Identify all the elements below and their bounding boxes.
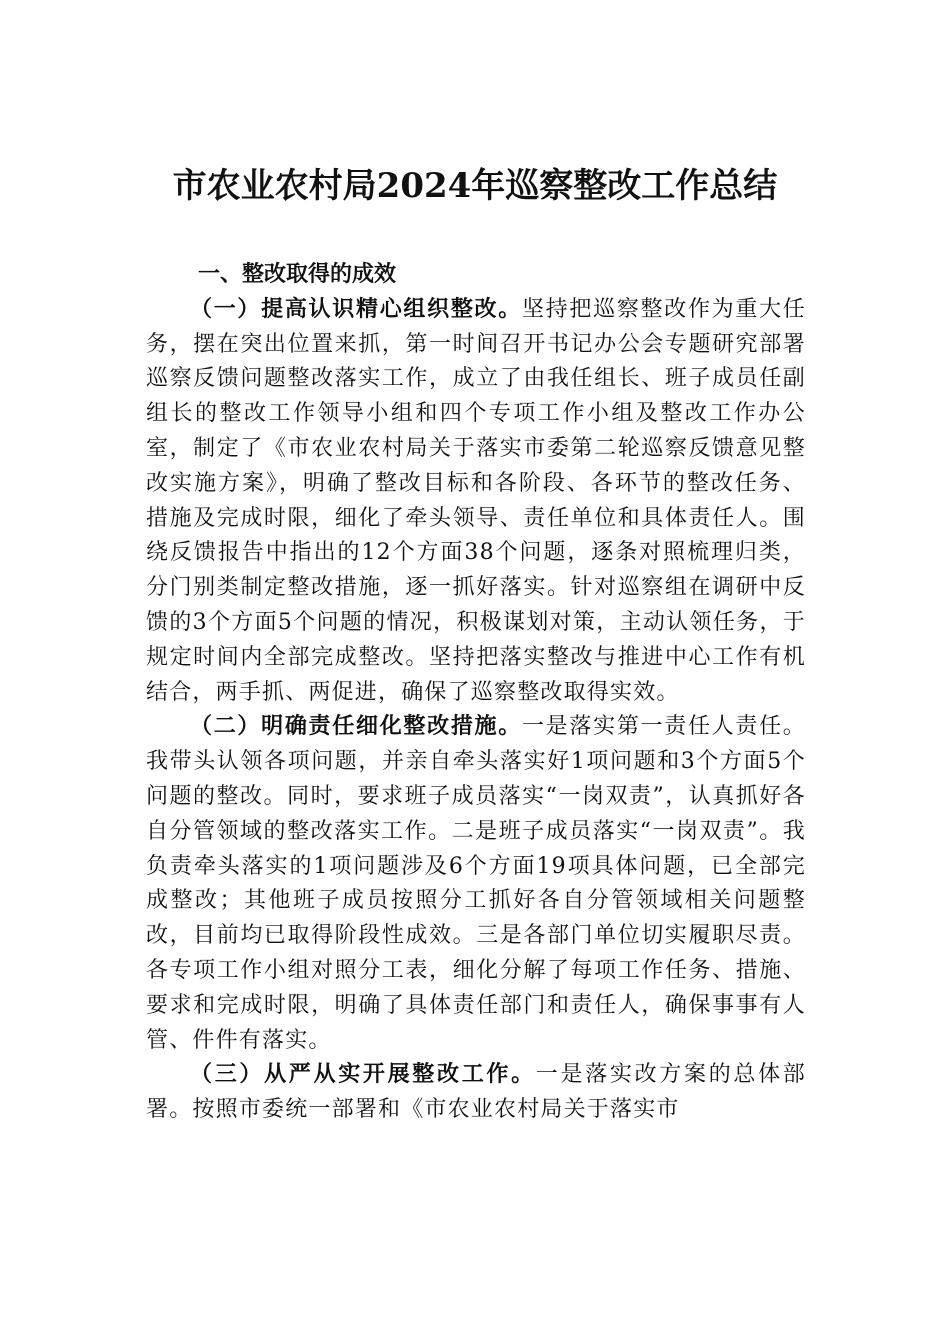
paragraph-2	[146, 710, 806, 1058]
document-body	[146, 258, 806, 1128]
paragraph-1-body: 坚持把巡察整改作为重大任务，摆在突出位置来抓，第一时间召开书记办公会专题研究部署巡察反馈问题整改落实工作，成立了由我任组长、班子成员任副组长的整改工作领导小组和四个专项工作小组及整改工作办公室，制定了《市农业农村局关于落实市委第二轮巡察反馈意见整改实施方案》，明确了整改目标和各阶段、各环节的整改任务、措施及完成时限，细化了牵头领导、责任单位和具体责任人。围绕反馈报告中指出的12个方面38个问题，逐条对照梳理归类，分门别类制定整改措施，逐一抓好落实。针对巡察组在调研中反馈的3个方面5个问题的情况，积极谋划对策，主动认领任务，于规定时间内全部完成整改。坚持把落实整改与推进中心工作有机结合，两手抓、两促进，确保了巡察整改取得实效。	[146, 296, 806, 705]
paragraph-2-lead: （二）明确责任细化整改措施。	[190, 714, 522, 740]
paragraph-3-lead: （三）从严从实开展整改工作。	[190, 1062, 536, 1088]
paragraph-3-body: 一是落实改方案的总体部署。按照市委统一部署和《市农业农村局关于落实市	[146, 1062, 806, 1123]
section-heading: 一、整改取得的成效	[198, 262, 397, 287]
paragraph-3	[146, 1058, 806, 1128]
paragraph-2-body: 一是落实第一责任人责任。我带头认领各项问题，并亲自牵头落实好1项问题和3个方面5个问题的整改。同时，要求班子成员落实“一岗双责”，认真抓好各自分管领域的整改落实工作。二是班子成员落实“一岗双责”。我负责牵头落实的1项问题涉及6个方面19项具体问题，已全部完成整改；其他班子成员按照分工抓好各自分管领域相关问题整改，目前均已取得阶段性成效。三是各部门单位切实履职尽责。各专项工作小组对照分工表，细化分解了每项工作任务、措施、要求和完成时限，明确了具体责任部门和责任人，确保事事有人管、件件有落实。	[146, 714, 806, 1053]
paragraph-1	[146, 293, 806, 711]
paragraph-1-lead: （一）提高认识精心组织整改。	[190, 296, 522, 322]
document-title: 市农业农村局2024年巡察整改工作总结	[172, 166, 778, 206]
